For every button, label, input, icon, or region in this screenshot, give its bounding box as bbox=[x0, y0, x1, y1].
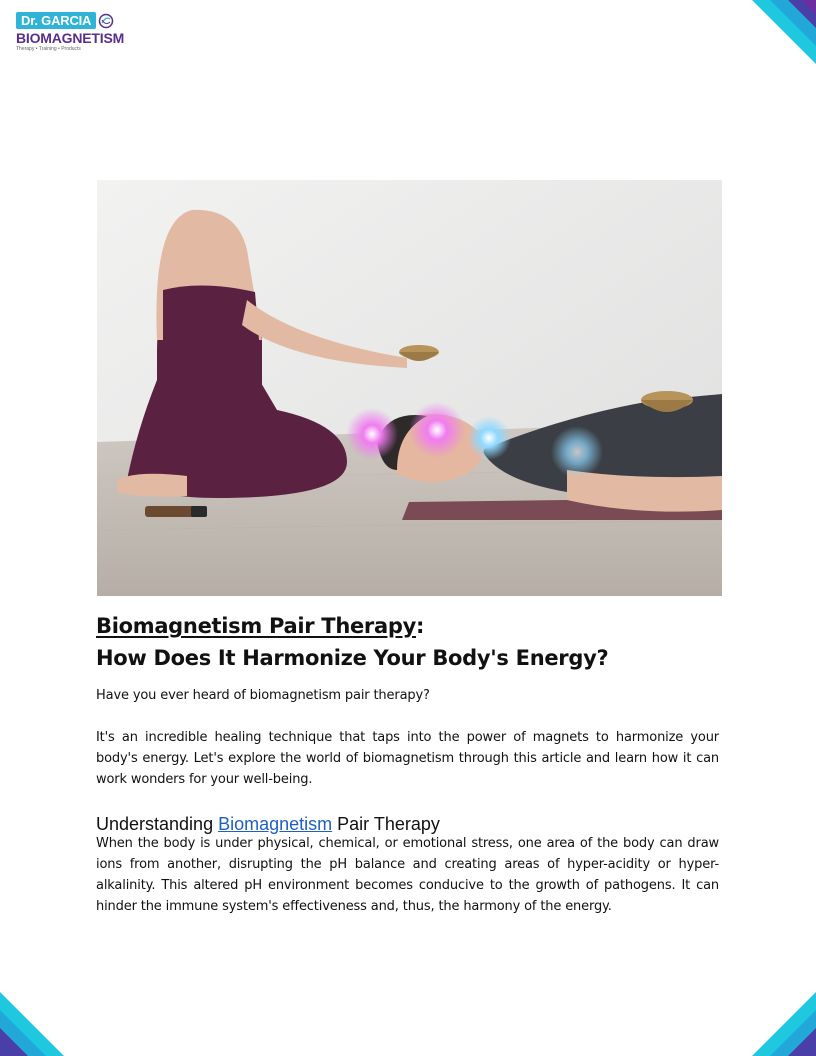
body-paragraph-2: When the body is under physical, chemical, or emotional stress, one area of the body can draw ions from another, disrupting the pH balance and creating areas of hyper-acidity or hyper-alkalinity. This altered pH environment becomes conducive to the growth of pathogens. It can hinder the immune system's effectiveness and, thus, the harmony of the energy. bbox=[96, 836, 719, 914]
body-paragraph-1: It's an incredible healing technique that taps into the power of magnets to harmonize your body's energy. Let's explore the world of biomagnetism through this article and learn how it can work wonders for your well-being. bbox=[96, 730, 719, 787]
section-heading-pre: Understanding bbox=[96, 814, 219, 834]
hero-photo bbox=[97, 180, 722, 596]
article-title-link[interactable]: Biomagnetism Pair Therapy bbox=[96, 614, 416, 638]
biomagnetism-link[interactable]: Biomagnetism bbox=[218, 814, 333, 834]
logo-brand-text: BIOMAGNETISM bbox=[16, 30, 125, 46]
article-title-line2: How Does It Harmonize Your Body's Energy? bbox=[96, 646, 609, 670]
section-heading-post: Pair Therapy bbox=[332, 814, 440, 834]
logo-emblem-icon bbox=[98, 13, 114, 29]
article-title bbox=[96, 610, 736, 674]
logo-tagline: Therapy • Training • Products bbox=[16, 46, 81, 52]
brand-logo[interactable] bbox=[16, 12, 156, 52]
logo-dr-label: Dr. GARCIA bbox=[16, 12, 96, 29]
section-heading bbox=[96, 814, 440, 835]
intro-paragraph: Have you ever heard of biomagnetism pair therapy? bbox=[96, 688, 430, 703]
article-title-colon: : bbox=[415, 614, 425, 638]
corner-decoration-bottom-right bbox=[726, 966, 816, 1056]
corner-decoration-top-right bbox=[726, 0, 816, 90]
corner-decoration-bottom-left bbox=[0, 966, 90, 1056]
